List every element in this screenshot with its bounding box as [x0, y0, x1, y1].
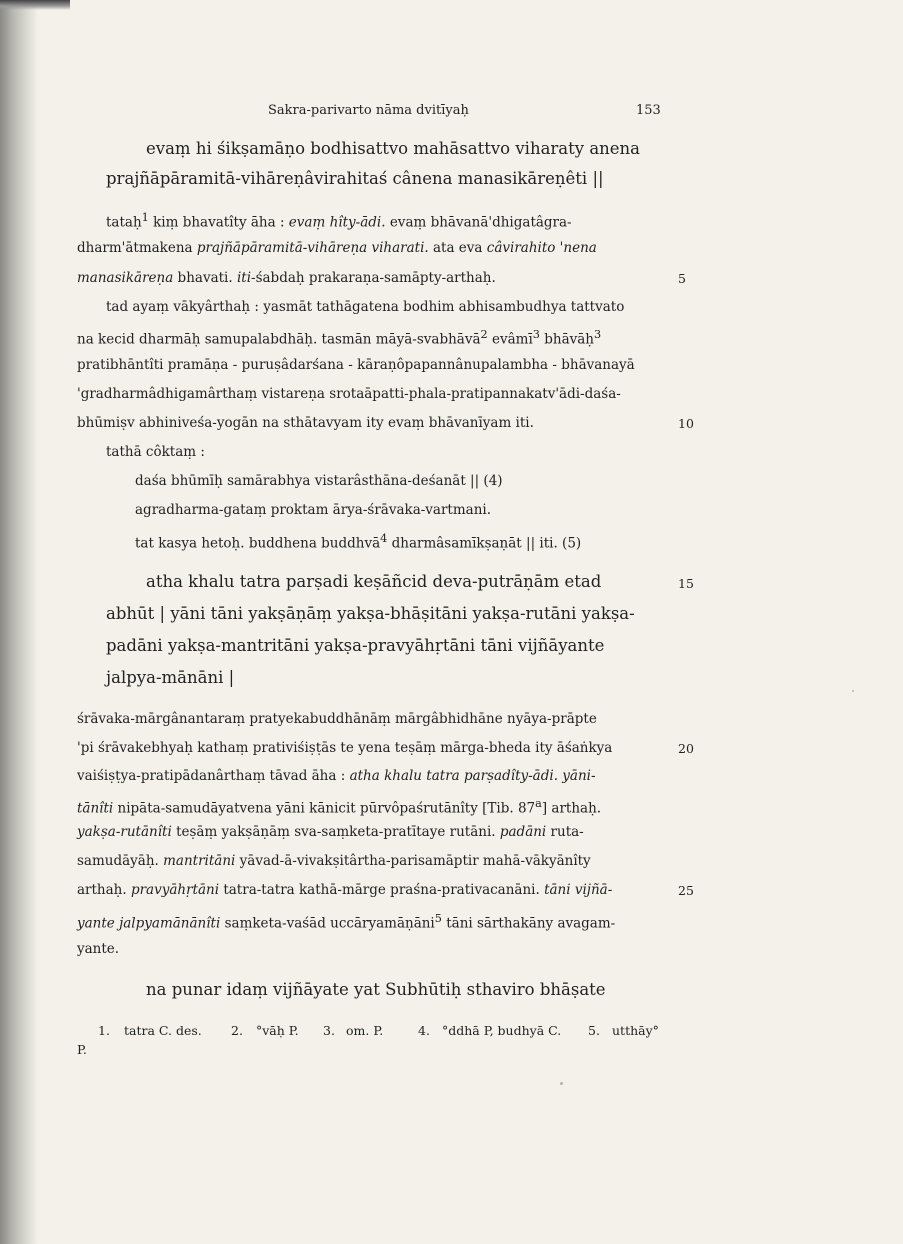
commentary-line: arthaḥ. pravyāhṛtāni tatra-tatra kathā-mārge praśna-prativacanāni. tāni vijñā-	[77, 882, 613, 898]
commentary-line: yante.	[77, 941, 120, 957]
commentary-line: na kecid dharmāḥ samupalabdhāḥ. tasmān māyā-svabhāvā$^2$ evâmī$^3$ bhāvāḥ$^3$	[77, 328, 602, 348]
scan-speck	[560, 1082, 563, 1085]
running-title: Sakra-parivarto nāma dvitīyaḥ	[268, 103, 469, 118]
commentary-line: śrāvaka-mārgânantaraṃ pratyekabuddhānāṃ mārgâbhidhāne nyāya-prāpte	[77, 711, 597, 727]
line-number: 5	[678, 271, 686, 286]
commentary-line: tad ayaṃ vākyârthaḥ : yasmāt tathāgatena bodhim abhisambudhya tattvato	[106, 299, 625, 315]
quote-line: agradharma-gataṃ proktam ārya-śrāvaka-vartmani.	[135, 502, 492, 518]
footnote-text: utthāy°	[612, 1023, 659, 1038]
footnote-text: °vāḥ P.	[256, 1023, 299, 1038]
quote-line: tat kasya hetoḥ. buddhena buddhvā$^4$ dharmâsamīkṣaṇāt || iti. (5)	[135, 532, 582, 552]
footnote-number: 2.	[231, 1023, 243, 1038]
page-number: 153	[636, 103, 661, 118]
commentary-line: vaiśiṣṭya-pratipādanârthaṃ tāvad āha : atha khalu tatra parṣadîty-ādi. yāni-	[77, 768, 596, 784]
commentary-line: tataḥ$^1$ kiṃ bhavatîty āha : evaṃ hîty-ādi. evaṃ bhāvanā'dhigatâgra-	[106, 211, 572, 231]
commentary-line: yakṣa-rutānîti teṣāṃ yakṣāṇāṃ sva-saṃketa-pratītaye rutāni. padāni ruta-	[77, 824, 584, 840]
footnote-text: °ddhā P, budhyā C.	[442, 1023, 562, 1038]
line-number: 20	[678, 741, 694, 756]
scan-speck	[852, 690, 854, 692]
commentary-line: dharm'ātmakena prajñāpāramitā-vihāreṇa viharati. ata eva câvirahito 'nena	[77, 240, 597, 256]
line-number: 10	[678, 416, 694, 431]
line-number: 25	[678, 883, 694, 898]
commentary-line: 'gradharmâdhigamârthaṃ vistareṇa srotaāpatti-phala-pratipannakatv'ādi-daśa-	[77, 386, 621, 402]
footnote-number: 3.	[323, 1023, 335, 1038]
verse-line: padāni yakṣa-mantritāni yakṣa-pravyāhṛtāni tāni vijñāyante	[106, 636, 605, 655]
footnote-number: 4.	[418, 1023, 430, 1038]
commentary-line: manasikāreṇa bhavati. iti-śabdaḥ prakaraṇa-samāpty-arthaḥ.	[77, 270, 496, 286]
commentary-line: 'pi śrāvakebhyaḥ kathaṃ prativiśiṣṭās te yena teṣāṃ mārga-bheda ity āśaṅkya	[77, 740, 613, 756]
footnote-number: 5.	[588, 1023, 600, 1038]
footnote-text: om. P.	[346, 1023, 384, 1038]
footnote-continuation: P.	[77, 1042, 87, 1057]
commentary-line: yante jalpyamānānîti saṃketa-vaśād uccāryamāṇāni$^5$ tāni sārthakāny avagam-	[77, 912, 616, 932]
verse-line: abhūt | yāni tāni yakṣāṇāṃ yakṣa-bhāṣitāni yakṣa-rutāni yakṣa-	[106, 604, 635, 623]
verse-line: na punar idaṃ vijñāyate yat Subhūtiḥ sthaviro bhāṣate	[146, 980, 606, 999]
commentary-line: bhūmiṣv abhiniveśa-yogān na sthātavyam ity evaṃ bhāvanīyam iti.	[77, 415, 534, 431]
footnote-number: 1.	[98, 1023, 110, 1038]
commentary-line: tathā côktaṃ :	[106, 444, 205, 460]
verse-line: prajñāpāramitā-vihāreṇâvirahitaś cânena manasikāreṇêti ||	[106, 169, 604, 188]
verse-line: atha khalu tatra parṣadi keṣāñcid deva-putrāṇām etad	[146, 572, 602, 591]
verse-line: evaṃ hi śikṣamāṇo bodhisattvo mahāsattvo viharaty anena	[146, 139, 641, 158]
commentary-line: tānîti nipāta-samudāyatvena yāni kānicit pūrvôpaśrutānîty [Tib. 87$^a$] arthaḥ.	[77, 797, 602, 817]
verse-line: jalpya-mānāni |	[106, 668, 235, 687]
quote-line: daśa bhūmīḥ samārabhya vistarâsthāna-deśanāt || (4)	[135, 473, 503, 489]
commentary-line: pratibhāntîti pramāṇa - puruṣâdarśana - kāraṇôpapannânupalambha - bhāvanayā	[77, 357, 635, 373]
footnote-text: tatra C. des.	[124, 1023, 202, 1038]
commentary-line: samudāyāḥ. mantritāni yāvad-ā-vivakṣitârtha-parisamāptir mahā-vākyānîty	[77, 853, 591, 869]
line-number: 15	[678, 576, 694, 591]
